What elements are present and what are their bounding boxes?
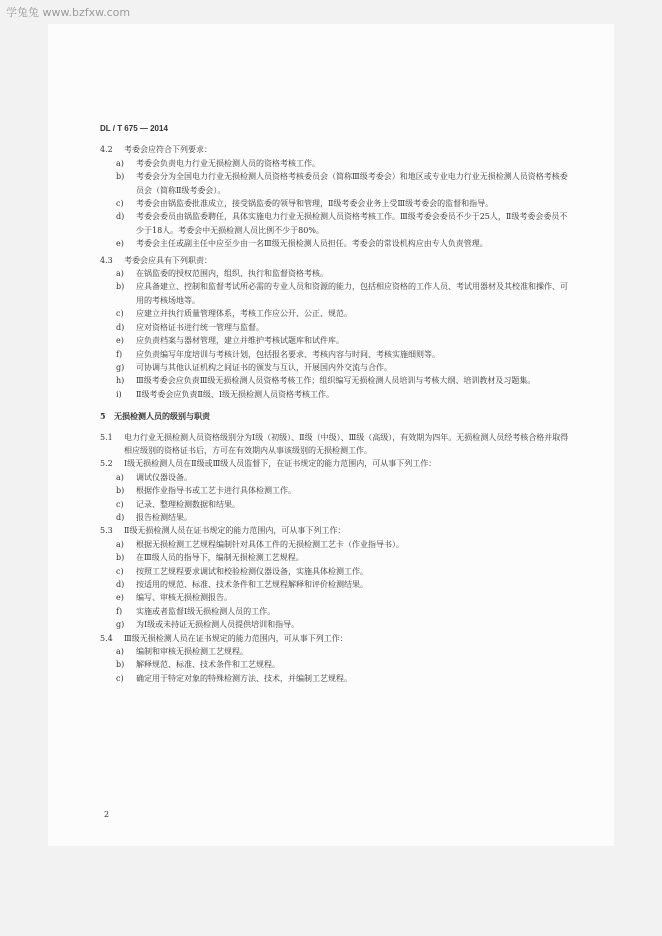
item-marker: e) — [116, 593, 124, 603]
list-item — [100, 538, 570, 551]
clause-number: 4.3 — [100, 255, 113, 265]
item-text: 应负责编写年度培训与考核计划，包括报名要求、考核内容与时间、考核实施细则等。 — [136, 349, 440, 359]
clause-5-1 — [100, 431, 570, 458]
item-marker: c) — [116, 673, 124, 683]
list-item — [100, 237, 570, 250]
item-text: 应对资格证书进行统一管理与监督。 — [136, 322, 264, 332]
section-number: 5 — [100, 411, 106, 422]
item-marker: b) — [116, 172, 125, 182]
item-text: 根据作业指导书或工艺卡进行具体检测工作。 — [136, 486, 296, 496]
item-text: 在Ⅲ级人员的指导下，编制无损检测工艺规程。 — [136, 553, 304, 563]
item-marker: b) — [116, 282, 125, 292]
list-item — [100, 334, 570, 347]
item-text: 在锅监委的授权范围内，组织、执行和监督资格考核。 — [136, 269, 328, 279]
list-item — [100, 578, 570, 591]
clause-title: Ⅲ级无损检测人员在证书规定的能力范围内，可从事下列工作： — [124, 633, 348, 643]
clause-title: 考委会应具有下列职责： — [124, 255, 212, 265]
item-marker: e) — [116, 336, 124, 346]
section-5-heading — [100, 410, 570, 423]
clause-number: 5.2 — [100, 459, 113, 469]
document-id: DL / T 675 — 2014 — [100, 124, 168, 133]
item-text: Ⅲ级考委会应负责Ⅲ级无损检测人员资格考核工作；组织编写无损检测人员培训与考核大纲、培训教材及习题集。 — [136, 376, 536, 386]
item-text: 实施或者监督Ⅰ级无损检测人员的工作。 — [136, 606, 276, 616]
list-item — [100, 672, 570, 685]
item-marker: b) — [116, 660, 125, 670]
list-item — [100, 658, 570, 671]
item-marker: b) — [116, 553, 125, 563]
clause-text: 电力行业无损检测人员资格级别分为Ⅰ级（初级）、Ⅱ级（中级）、Ⅲ级（高级），有效期为四年。无损检测人员经考核合格并取得相应级别的资格证书后，方可在有效期内从事该级别的无损检测工作。 — [124, 432, 569, 455]
clause-5-4 — [100, 632, 570, 645]
item-marker: b) — [116, 486, 125, 496]
item-text: 编制和审核无损检测工艺规程。 — [136, 647, 248, 657]
item-marker: g) — [116, 620, 125, 630]
clause-title: 考委会应符合下列要求： — [124, 145, 212, 155]
clause-number: 5.3 — [100, 526, 113, 536]
item-marker: d) — [116, 212, 125, 222]
item-text: 报告检测结果。 — [136, 512, 192, 522]
item-text: 考委会分为全国电力行业无损检测人员资格考核委员会（简称Ⅲ级考委会）和地区或专业电力行业无损检测人员资格考核委员会（简称Ⅱ级考委会）。 — [136, 172, 568, 195]
list-item — [100, 197, 570, 210]
item-marker: g) — [116, 362, 125, 372]
item-text: 考委会主任或副主任中应至少由一名Ⅲ级无损检测人员担任。考委会的常设机构应由专人负责管理。 — [136, 239, 488, 249]
list-item — [100, 471, 570, 484]
item-text: 考委会由锅监委批准成立，接受锅监委的领导和管理，Ⅱ级考委会业务上受Ⅲ级考委会的监督和指导。 — [136, 199, 494, 209]
list-item — [100, 565, 570, 578]
list-item — [100, 618, 570, 631]
list-item — [100, 511, 570, 524]
page-content — [100, 122, 570, 685]
item-text: 为Ⅰ级或未持证无损检测人员提供培训和指导。 — [136, 620, 300, 630]
section-title: 无损检测人员的级别与职责 — [114, 411, 210, 422]
item-marker: a) — [116, 647, 124, 657]
list-item — [100, 267, 570, 280]
clause-5-3 — [100, 524, 570, 537]
item-text: Ⅱ级考委会应负责Ⅱ级、Ⅰ级无损检测人员资格考核工作。 — [136, 389, 335, 399]
clause-5-2 — [100, 457, 570, 470]
item-marker: c) — [116, 309, 124, 319]
list-item — [100, 170, 570, 197]
item-marker: c) — [116, 566, 124, 576]
watermark-text: 学兔兔 www.bzfxw.com — [6, 6, 131, 19]
item-marker: c) — [116, 199, 124, 209]
item-text: 根据无损检测工艺规程编制针对具体工件的无损检测工艺卡（作业指导书）。 — [136, 539, 404, 549]
list-item — [100, 605, 570, 618]
list-item — [100, 157, 570, 170]
clause-title: Ⅱ级无损检测人员在证书规定的能力范围内，可从事下列工作： — [124, 526, 346, 536]
list-item — [100, 645, 570, 658]
document-page — [48, 24, 614, 846]
list-item — [100, 280, 570, 307]
list-item — [100, 374, 570, 387]
item-marker: e) — [116, 239, 124, 249]
list-item — [100, 591, 570, 604]
list-item — [100, 321, 570, 334]
item-marker: a) — [116, 472, 124, 482]
clause-4-3 — [100, 254, 570, 267]
list-item — [100, 307, 570, 320]
item-marker: h) — [116, 376, 125, 386]
list-item — [100, 348, 570, 361]
item-marker: a) — [116, 158, 124, 168]
item-marker: d) — [116, 580, 125, 589]
item-text: 考委会负责电力行业无损检测人员的资格考核工作。 — [136, 158, 320, 168]
list-item — [100, 484, 570, 497]
clause-number: 5.1 — [100, 432, 113, 442]
item-marker: a) — [116, 269, 124, 279]
item-text: 调试仪器设备。 — [136, 472, 192, 482]
clause-title: Ⅰ级无损检测人员在Ⅱ级或Ⅲ级人员监督下，在证书规定的能力范围内，可从事下列工作： — [124, 459, 437, 469]
list-item — [100, 551, 570, 564]
list-item — [100, 361, 570, 374]
item-text: 编写、审核无损检测报告。 — [136, 593, 232, 603]
item-marker: d) — [116, 512, 125, 522]
item-marker: f) — [116, 606, 123, 616]
item-marker: a) — [116, 539, 124, 549]
clause-number: 4.2 — [100, 145, 113, 155]
item-text: 按照工艺规程要求调试和校验检测仪器设备，实施具体检测工作。 — [136, 566, 368, 576]
item-text: 可协调与其他认证机构之间证书的颁发与互认，开展国内外交流与合作。 — [136, 362, 392, 372]
item-text: 记录、整理检测数据和结果。 — [136, 499, 240, 509]
item-text: 应建立并执行质量管理体系，考核工作应公开、公正、规范。 — [136, 309, 352, 319]
item-marker: i) — [116, 389, 122, 399]
item-text: 确定用于特定对象的特殊检测方法、技术，并编制工艺规程。 — [136, 673, 352, 683]
clause-number: 5.4 — [100, 633, 113, 643]
page-number: 2 — [104, 810, 110, 819]
item-text: 应具备建立、控制和监督考试所必需的专业人员和资源的能力，包括相应资格的工作人员、考试用器材及其校准和操作、可用的考核场地等。 — [136, 282, 568, 305]
item-marker: c) — [116, 499, 124, 509]
item-marker: d) — [116, 322, 125, 332]
item-text: 应负责档案与器材管理，建立并维护考核试题库和试件库。 — [136, 336, 344, 346]
list-item — [100, 498, 570, 511]
item-text: 解释规范、标准、技术条件和工艺规程。 — [136, 660, 280, 670]
list-item — [100, 388, 570, 401]
item-marker: f) — [116, 349, 123, 359]
item-text: 按适用的规范、标准、技术条件和工艺规程解释和评价检测结果。 — [136, 580, 368, 589]
item-text: 考委会委员由锅监委聘任，具体实施电力行业无损检测人员资格考核工作。Ⅲ级考委会委员不少于25人，Ⅱ级考委会委员不少于18人。考委会中无损检测人员比例不少于80%。 — [136, 212, 568, 235]
list-item — [100, 210, 570, 237]
clause-4-2 — [100, 143, 570, 156]
